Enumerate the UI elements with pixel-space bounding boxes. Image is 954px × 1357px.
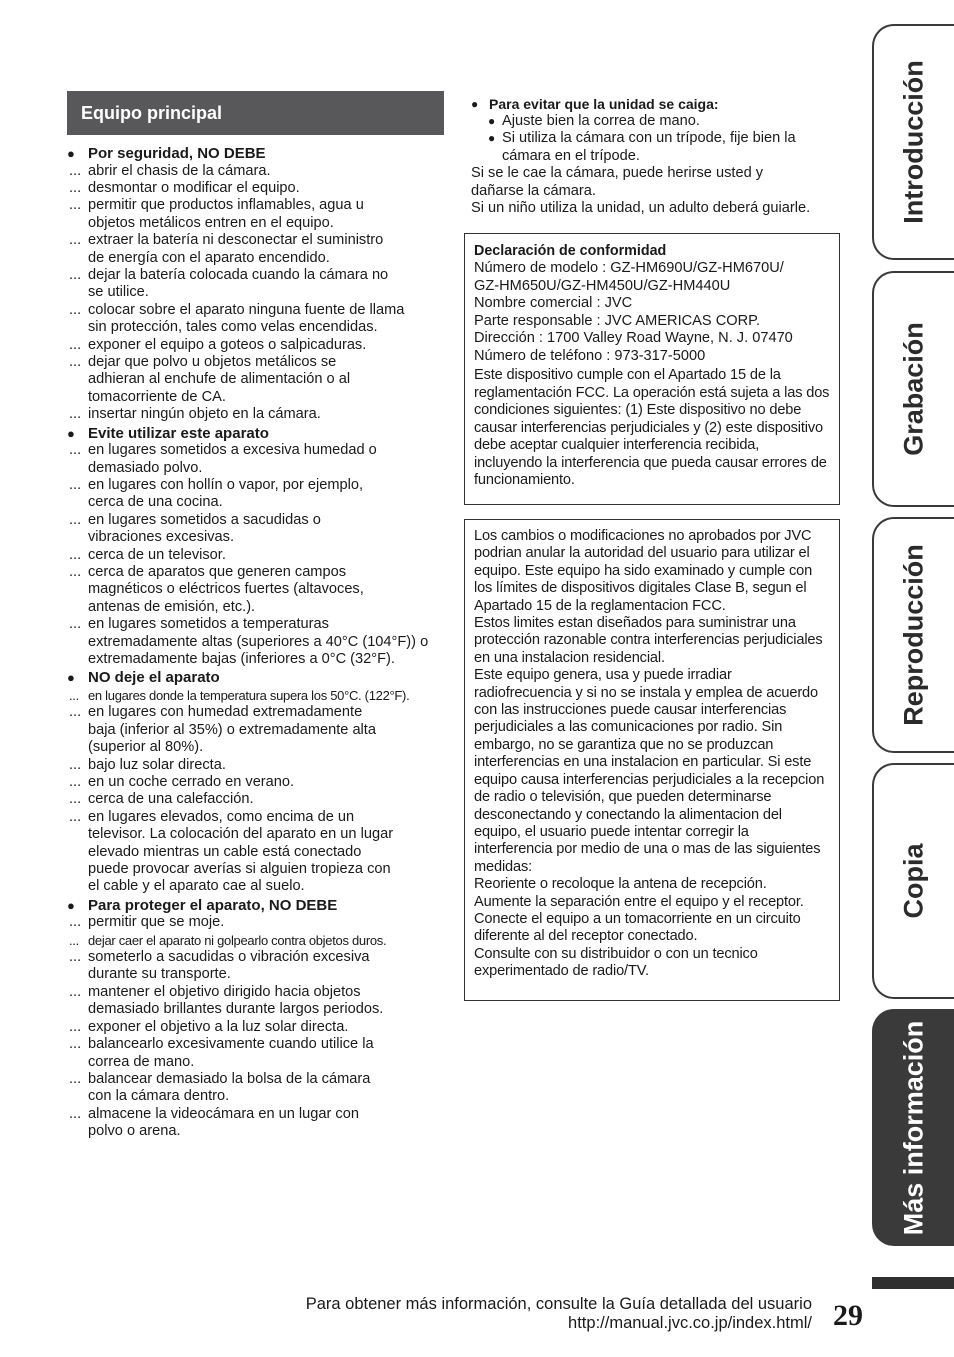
list-item bbox=[67, 529, 459, 546]
list-item bbox=[67, 284, 459, 301]
fcc-notice-box bbox=[464, 519, 840, 1001]
ellipsis-marker: ... bbox=[69, 1105, 82, 1122]
list-item bbox=[67, 442, 459, 459]
list-item-text: magnéticos o eléctricos fuertes (altavoces, bbox=[88, 581, 364, 598]
list-item-text: se utilice. bbox=[88, 284, 149, 301]
list-item bbox=[67, 477, 459, 494]
list-item bbox=[67, 494, 459, 511]
list-item bbox=[67, 337, 459, 354]
section-tabs bbox=[872, 0, 954, 1290]
ellipsis-marker: ... bbox=[69, 266, 82, 283]
list-item-text: en lugares sometidos a sacudidas o bbox=[88, 511, 321, 528]
list-item bbox=[67, 809, 459, 826]
list-item bbox=[67, 581, 459, 598]
list-item bbox=[67, 861, 459, 878]
list-item bbox=[67, 616, 459, 633]
ellipsis-marker: ... bbox=[69, 406, 82, 423]
ellipsis-marker: ... bbox=[69, 232, 82, 249]
list-item bbox=[67, 739, 459, 756]
group-heading-text: Evite utilizar este aparato bbox=[88, 424, 269, 442]
list-item-text: vibraciones excesivas. bbox=[88, 529, 235, 546]
list-item-text: en lugares sometidos a temperaturas bbox=[88, 616, 329, 633]
list-item-text: abrir el chasis de la cámara. bbox=[88, 162, 271, 179]
list-item bbox=[67, 371, 459, 388]
list-item bbox=[67, 302, 459, 319]
tab-label: Más información bbox=[898, 1020, 929, 1235]
declaration-line: GZ-HM650U/GZ-HM450U/GZ-HM440U bbox=[474, 277, 731, 294]
list-item bbox=[67, 878, 459, 895]
group-heading-text: Por seguridad, NO DEBE bbox=[88, 145, 266, 162]
fcc-paragraph: Este equipo genera, usa y puede irradiar radiofrecuencia y si no se instala y emplea de acuerdo con las instrucciones puede causar interferencias perjudiciales a las comunicaciones por radio. Sin embargo, no se garantiza que no se produzcan interferencias en una instalacion en particular. Si este equipo causa interferencias perjudiciales a la recepcion de radio o televisión, que pueden determinarse desconectando y conectando la alimentacion del equipo, el usuario puede intentar corregir la interferencia por medio de una o mas de las siguientes medidas: bbox=[474, 667, 825, 875]
list-item-text: televisor. La colocación del aparato en un lugar bbox=[88, 826, 394, 843]
list-item-text: el cable y el aparato cae al suelo. bbox=[88, 878, 305, 895]
tab-reproduccion[interactable] bbox=[872, 517, 954, 753]
bullet-icon: ● bbox=[471, 97, 479, 111]
group-heading bbox=[67, 425, 459, 443]
list-item-text: sin protección, tales como velas encendidas. bbox=[88, 319, 378, 336]
list-item-text: tomacorriente de CA. bbox=[88, 388, 226, 405]
section-title: Equipo principal bbox=[67, 91, 444, 135]
list-item bbox=[67, 406, 459, 423]
list-item-text: someterlo a sacudidas o vibración excesiva bbox=[88, 949, 370, 966]
list-item-text: en un coche cerrado en verano. bbox=[88, 773, 295, 790]
group-heading bbox=[67, 669, 459, 687]
fcc-paragraph: Estos limites estan diseñados para suministrar una protección razonable contra interferencias perjudiciales en una instalacion residencial. bbox=[474, 615, 823, 666]
list-item bbox=[67, 1123, 459, 1140]
list-item-text: mantener el objetivo dirigido hacia objetos bbox=[88, 983, 361, 1000]
list-item-text: colocar sobre el aparato ninguna fuente de llama bbox=[88, 301, 405, 318]
ellipsis-marker: ... bbox=[69, 546, 82, 563]
list-item bbox=[67, 232, 459, 249]
declaration-line: Dirección : 1700 Valley Road Wayne, N. J. 07470 bbox=[474, 330, 793, 346]
list-item-text: cerca de un televisor. bbox=[88, 546, 226, 563]
declaration-line: Parte responsable : JVC AMERICAS CORP. bbox=[474, 312, 761, 329]
list-item-text: demasiado brillantes durante largos periodos. bbox=[88, 1001, 384, 1018]
ellipsis-marker: ... bbox=[69, 197, 82, 214]
ellipsis-marker: ... bbox=[69, 336, 82, 353]
list-item bbox=[67, 215, 459, 232]
list-item bbox=[67, 791, 459, 808]
declaration-box bbox=[464, 233, 840, 505]
list-item-text: dejar que polvo u objetos metálicos se bbox=[88, 353, 337, 370]
ellipsis-marker: ... bbox=[69, 932, 79, 948]
ellipsis-marker: ... bbox=[69, 791, 82, 808]
list-item-text: durante su transporte. bbox=[88, 966, 231, 983]
sub-bullet-item bbox=[471, 148, 846, 165]
bullet-icon: ● bbox=[67, 897, 75, 913]
ellipsis-marker: ... bbox=[69, 949, 82, 966]
list-item bbox=[67, 826, 459, 843]
fcc-paragraph: Consulte con su distribuidor o con un tecnico experimentado de radio/TV. bbox=[474, 945, 758, 980]
sub-bullet-text: Si utiliza la cámara con un trípode, fije bien la bbox=[502, 130, 796, 147]
list-item-text: correa de mano. bbox=[88, 1053, 195, 1070]
list-item bbox=[67, 1036, 459, 1053]
list-item bbox=[67, 687, 459, 704]
ellipsis-marker: ... bbox=[69, 1070, 82, 1087]
group-heading bbox=[67, 897, 459, 915]
list-item bbox=[67, 651, 459, 668]
list-item bbox=[67, 319, 459, 336]
ellipsis-marker: ... bbox=[69, 1018, 82, 1035]
bullet-icon: ● bbox=[67, 146, 75, 161]
list-item-text: (superior al 80%). bbox=[88, 739, 204, 756]
list-item-text: balancearlo excesivamente cuando utilice la bbox=[88, 1036, 374, 1053]
list-item-text: almacene la videocámara en un lugar con bbox=[88, 1105, 359, 1122]
tab-copia[interactable] bbox=[872, 763, 954, 999]
ellipsis-marker: ... bbox=[69, 914, 82, 931]
list-item bbox=[67, 984, 459, 1001]
list-item bbox=[67, 932, 459, 949]
ellipsis-marker: ... bbox=[69, 756, 82, 773]
ellipsis-marker: ... bbox=[69, 983, 82, 1000]
ellipsis-marker: ... bbox=[69, 476, 82, 493]
list-item bbox=[67, 1054, 459, 1071]
list-item-text: extraer la batería ni desconectar el suministro bbox=[88, 232, 384, 249]
text-line: Si un niño utiliza la unidad, un adulto deberá guiarle. bbox=[471, 200, 811, 217]
list-item-text: elevado mientras un cable está conectado bbox=[88, 843, 362, 860]
list-item-text: baja (inferior al 35%) o extremadamente alta bbox=[88, 721, 376, 738]
list-item-text: bajo luz solar directa. bbox=[88, 756, 226, 773]
declaration-paragraph: Este dispositivo cumple con el Apartado 15 de la reglamentación FCC. La operación está sujeta a las dos condiciones siguientes: (1) Este dispositivo no debe causar interferencias perjudiciales y (2) este dispositivo debe aceptar cualquier interferencia recibida, incluyendo la interferencia que pueda causar errores de funcionamiento. bbox=[474, 367, 830, 488]
ellipsis-marker: ... bbox=[69, 1036, 82, 1053]
tab-label: Introducción bbox=[898, 60, 929, 224]
drop-warning-text bbox=[471, 165, 846, 218]
ellipsis-marker: ... bbox=[69, 808, 82, 825]
footer-bar bbox=[872, 1277, 954, 1289]
list-item-text: en lugares elevados, como encima de un bbox=[88, 808, 355, 825]
left-column bbox=[67, 91, 459, 1141]
list-item bbox=[67, 704, 459, 721]
footer-text: Para obtener más información, consulte la Guía detallada del usuario bbox=[305, 1295, 812, 1313]
bullet-icon: ● bbox=[488, 114, 496, 128]
list-item-text: demasiado polvo. bbox=[88, 459, 203, 476]
list-item-text: insertar ningún objeto en la cámara. bbox=[88, 406, 321, 423]
declaration-line: Nombre comercial : JVC bbox=[474, 295, 633, 311]
list-item bbox=[67, 512, 459, 529]
list-item-text: balancear demasiado la bolsa de la cámara bbox=[88, 1070, 371, 1087]
list-item bbox=[67, 1019, 459, 1036]
bullet-icon: ● bbox=[67, 425, 75, 441]
list-item-text: exponer el objetivo a la luz solar directa. bbox=[88, 1018, 349, 1035]
list-item bbox=[67, 1106, 459, 1123]
list-item bbox=[67, 547, 459, 564]
list-item-text: en lugares con humedad extremadamente bbox=[88, 704, 363, 721]
list-item-text: extremadamente bajas (inferiores a 0°C (32°F). bbox=[88, 650, 395, 667]
sub-bullet-text: Ajuste bien la correa de mano. bbox=[502, 113, 700, 129]
ellipsis-marker: ... bbox=[69, 301, 82, 318]
tab-grabacion[interactable] bbox=[872, 271, 954, 507]
list-item bbox=[67, 599, 459, 616]
list-item bbox=[67, 722, 459, 739]
ellipsis-marker: ... bbox=[69, 162, 82, 179]
safety-groups bbox=[67, 145, 459, 1141]
list-item-text: en lugares sometidos a excesiva humedad o bbox=[88, 442, 377, 459]
sub-bullet-item bbox=[471, 130, 846, 147]
list-item bbox=[67, 180, 459, 197]
list-item bbox=[67, 389, 459, 406]
tab-label: Grabación bbox=[898, 322, 929, 456]
list-item bbox=[67, 949, 459, 966]
list-item-text: exponer el equipo a goteos o salpicaduras. bbox=[88, 336, 367, 353]
ellipsis-marker: ... bbox=[69, 687, 79, 703]
list-item-text: objetos metálicos entren en el equipo. bbox=[88, 214, 334, 231]
bullet-icon: ● bbox=[488, 131, 496, 146]
list-item-text: dejar caer el aparato ni golpearlo contra objetos duros. bbox=[88, 932, 387, 948]
list-item bbox=[67, 460, 459, 477]
list-item bbox=[67, 634, 459, 651]
list-item-text: polvo o arena. bbox=[88, 1123, 181, 1140]
list-item-text: antenas de emisión, etc.). bbox=[88, 598, 256, 615]
list-item bbox=[67, 1001, 459, 1018]
footer bbox=[306, 1295, 812, 1333]
list-item bbox=[67, 1071, 459, 1088]
group-heading bbox=[67, 145, 459, 163]
drop-warning-heading bbox=[471, 96, 846, 113]
sub-bullet-item bbox=[471, 113, 846, 130]
list-item bbox=[67, 914, 459, 931]
list-item-text: desmontar o modificar el equipo. bbox=[88, 179, 300, 196]
list-item-text: permitir que productos inflamables, agua u bbox=[88, 197, 364, 214]
list-item-text: en lugares donde la temperatura supera los 50°C. (122°F). bbox=[88, 687, 410, 703]
ellipsis-marker: ... bbox=[69, 179, 82, 196]
list-item-text: de energía con el aparato encendido. bbox=[88, 249, 330, 266]
list-item bbox=[67, 844, 459, 861]
list-item bbox=[67, 267, 459, 284]
fcc-paragraph: Reoriente o recoloque la antena de recepción. bbox=[474, 876, 767, 893]
list-item bbox=[67, 564, 459, 581]
list-item-text: cerca de aparatos que generen campos bbox=[88, 563, 346, 580]
group-heading-text: Para proteger el aparato, NO DEBE bbox=[88, 896, 338, 914]
list-item-text: permitir que se moje. bbox=[88, 914, 225, 931]
list-item-text: extremadamente altas (superiores a 40°C (104°F)) o bbox=[88, 633, 429, 650]
declaration-title: Declaración de conformidad bbox=[474, 243, 667, 259]
ellipsis-marker: ... bbox=[69, 353, 82, 370]
tab-mas-informacion[interactable] bbox=[872, 1009, 954, 1246]
list-item-text: cerca de una cocina. bbox=[88, 494, 223, 511]
right-column bbox=[471, 96, 846, 218]
list-item-text: dejar la batería colocada cuando la cámara no bbox=[88, 266, 389, 283]
drop-warning-heading-text: Para evitar que la unidad se caiga: bbox=[489, 96, 719, 112]
list-item-text: en lugares con hollín o vapor, por ejemplo, bbox=[88, 476, 364, 493]
page-number: 29 bbox=[833, 1299, 863, 1332]
ellipsis-marker: ... bbox=[69, 773, 82, 790]
ellipsis-marker: ... bbox=[69, 442, 82, 459]
list-item bbox=[67, 197, 459, 214]
tab-introduccion[interactable] bbox=[872, 24, 954, 260]
ellipsis-marker: ... bbox=[69, 704, 82, 721]
list-item bbox=[67, 966, 459, 983]
list-item bbox=[67, 163, 459, 180]
group-heading-text: NO deje el aparato bbox=[88, 669, 220, 687]
list-item bbox=[67, 1088, 459, 1105]
list-item-text: puede provocar averías si alguien tropieza con bbox=[88, 860, 391, 877]
declaration-line: Número de modelo : GZ-HM690U/GZ-HM670U/ bbox=[474, 260, 784, 276]
drop-warning-list bbox=[471, 113, 846, 165]
bullet-icon: ● bbox=[67, 670, 75, 686]
list-item bbox=[67, 774, 459, 791]
declaration-line: Número de teléfono : 973-317-5000 bbox=[474, 347, 706, 364]
text-line: dañarse la cámara. bbox=[471, 182, 596, 199]
ellipsis-marker: ... bbox=[69, 563, 82, 580]
footer-url[interactable]: http://manual.jvc.co.jp/index.html/ bbox=[568, 1314, 812, 1332]
tab-label: Reproducción bbox=[898, 544, 929, 726]
text-line: Si se le cae la cámara, puede herirse usted y bbox=[471, 165, 764, 182]
list-item-text: con la cámara dentro. bbox=[88, 1088, 230, 1105]
fcc-paragraph: Aumente la separación entre el equipo y el receptor. Conecte el equipo a un tomacorriente en un circuito diferente al del receptor conectado. bbox=[474, 893, 804, 945]
list-item bbox=[67, 757, 459, 774]
tab-label: Copia bbox=[898, 843, 929, 919]
list-item bbox=[67, 250, 459, 267]
fcc-paragraph: Los cambios o modificaciones no aprobados por JVC podrian anular la autoridad del usuario para utilizar el equipo. Este equipo ha sido examinado y cumple con los límites de dispositivos digitales Clase B, segun el Apartado 15 de la reglamentacion FCC. bbox=[474, 528, 813, 614]
list-item-text: adhieran al enchufe de alimentación o al bbox=[88, 371, 351, 388]
list-item-text: cerca de una calefacción. bbox=[88, 791, 254, 808]
sub-bullet-text: cámara en el trípode. bbox=[502, 147, 640, 164]
ellipsis-marker: ... bbox=[69, 511, 82, 528]
list-item bbox=[67, 354, 459, 371]
ellipsis-marker: ... bbox=[69, 616, 82, 633]
